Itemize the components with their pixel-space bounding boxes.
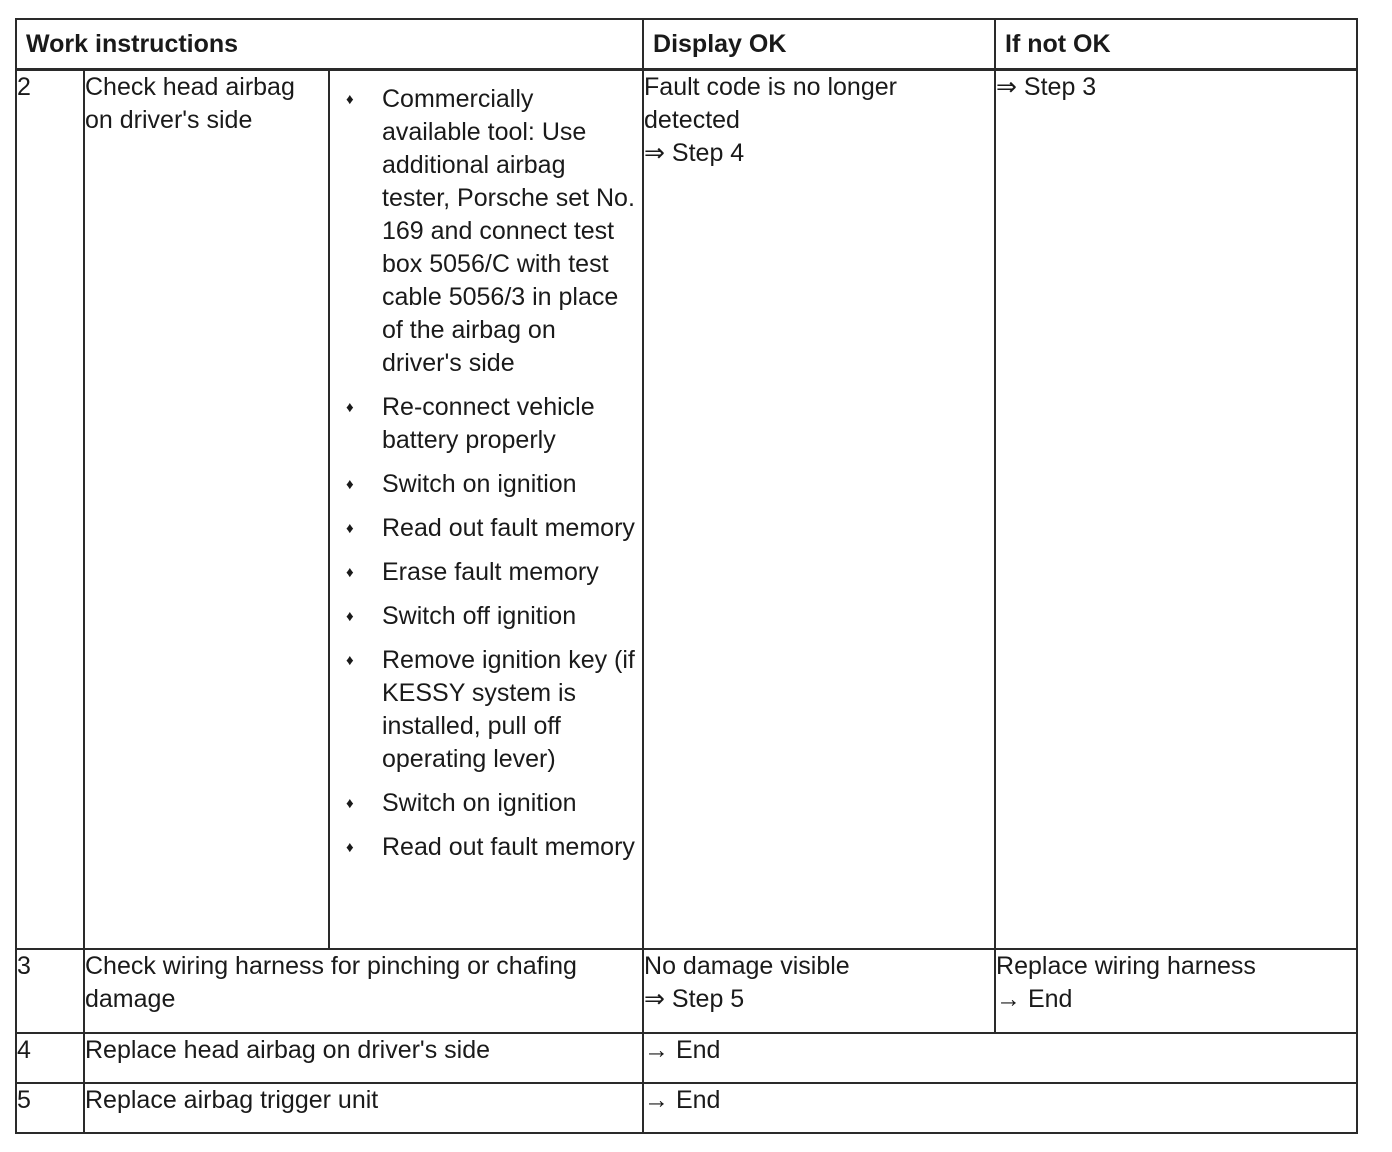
instruction-text: Commercially available tool: Use additional airbag tester, Porsche set No. 169 and connect test box 5056/C with test cable 5056/3 in place of the airbag on driver's side [382,84,635,377]
bullet-diamond-icon: ♦ [346,838,354,856]
table-row-step-5 [16,1083,1357,1133]
step-number: 2 [16,69,84,949]
work-instructions-table [15,18,1358,1134]
if-not-ok-cell [995,949,1357,1033]
list-item [344,391,636,457]
instruction-text: Switch on ignition [382,788,577,817]
header-if-not-ok: If not OK [995,19,1357,69]
next-step-link: ⇒ Step 4 [644,138,745,167]
list-item [344,600,636,633]
instruction-text: Remove ignition key (if KESSY system is installed, pull off operating lever) [382,645,635,773]
result-cell: → End [643,1083,1357,1133]
table-row-step-2 [16,69,1357,949]
bullet-diamond-icon: ♦ [346,794,354,812]
table-row-step-4 [16,1033,1357,1083]
instruction-text: Read out fault memory [382,513,635,542]
next-step-link: ⇒ Step 5 [644,985,745,1013]
step-title: Replace airbag trigger unit [84,1083,643,1133]
display-ok-text: No damage visible [644,952,850,980]
bullet-diamond-icon: ♦ [346,651,354,669]
header-row [16,19,1357,69]
instruction-text: Switch off ignition [382,601,577,630]
list-item [344,787,636,820]
next-step-link: ⇒ Step 3 [996,72,1097,101]
instruction-list [330,71,642,868]
list-item [344,83,636,380]
end-link: → End [996,985,1073,1013]
bullet-diamond-icon: ♦ [346,563,354,581]
bullet-diamond-icon: ♦ [346,519,354,537]
bullet-diamond-icon: ♦ [346,607,354,625]
step-number: 4 [16,1033,84,1083]
list-item [344,556,636,589]
step-number: 3 [16,949,84,1033]
instruction-text: Erase fault memory [382,557,599,586]
table-row-step-3 [16,949,1357,1033]
bullet-diamond-icon: ♦ [346,90,354,108]
step-title: Replace head airbag on driver's side [84,1033,643,1083]
step-title: Check head airbag on driver's side [84,69,329,949]
list-item [344,831,636,864]
bullet-diamond-icon: ♦ [346,475,354,493]
step-number: 5 [16,1083,84,1133]
display-ok-text: Fault code is no longer detected [644,72,897,134]
step-title: Check wiring harness for pinching or chafing damage [84,949,643,1033]
result-cell: → End [643,1033,1357,1083]
if-not-ok-text: Replace wiring harness [996,952,1256,980]
header-display-ok: Display OK [643,19,995,69]
display-ok-cell [643,949,995,1033]
header-work-instructions: Work instructions [16,19,643,69]
display-ok-cell [643,69,995,949]
list-item [344,512,636,545]
instruction-text: Re-connect vehicle battery properly [382,392,595,454]
bullet-diamond-icon: ♦ [346,398,354,416]
list-item [344,468,636,501]
instruction-text: Switch on ignition [382,469,577,498]
step-instructions-cell [329,69,643,949]
if-not-ok-cell [995,69,1357,949]
instruction-text: Read out fault memory [382,832,635,861]
list-item [344,644,636,776]
